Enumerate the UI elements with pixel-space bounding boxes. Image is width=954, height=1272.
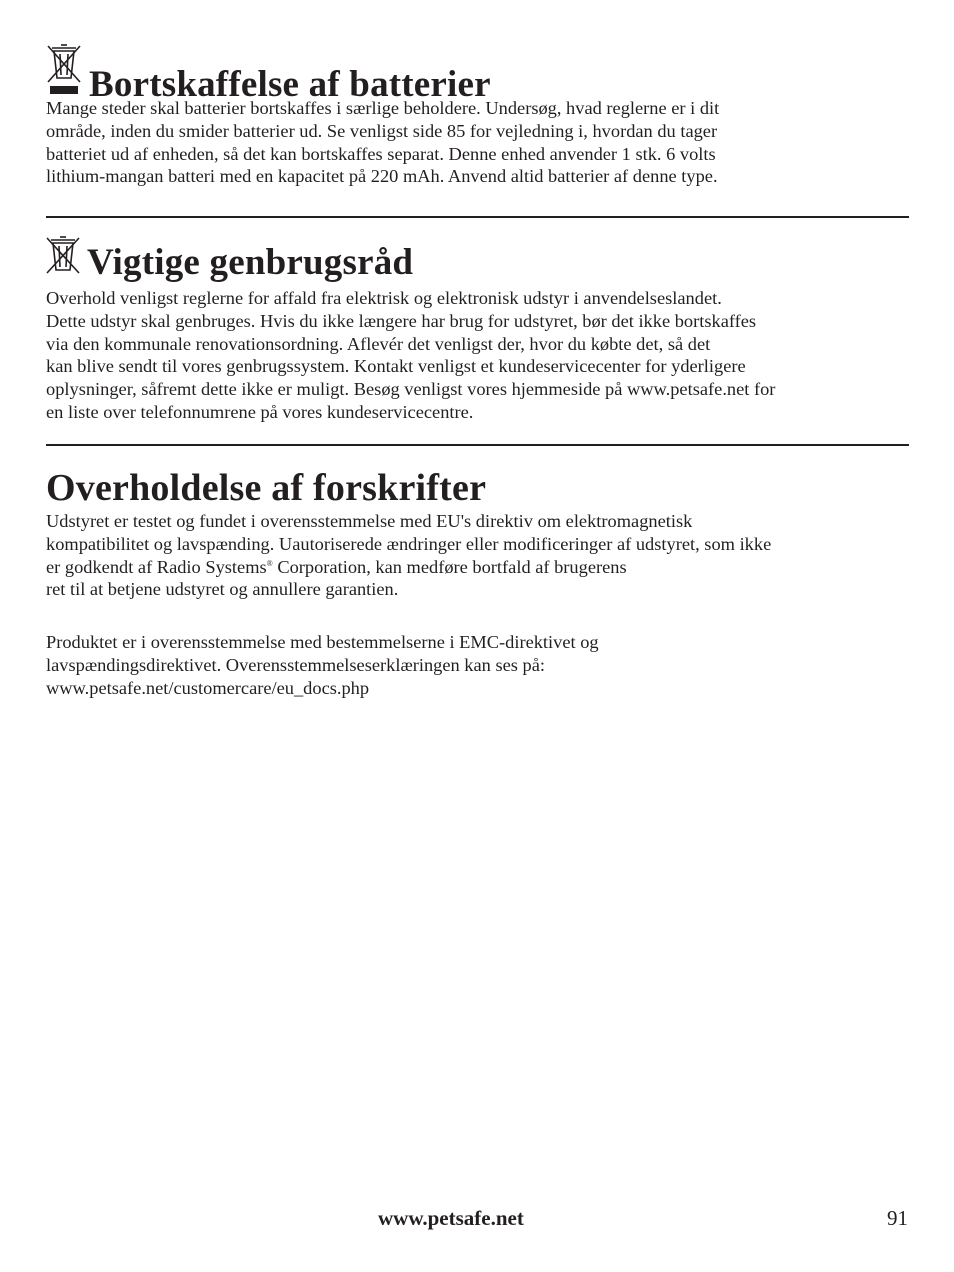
body-line-with-trademark: er godkendt af Radio Systems® Corporation, kan medføre bortfald af brugerens bbox=[46, 556, 627, 577]
section-divider bbox=[46, 216, 909, 218]
section-body: Overhold venligst reglerne for affald fra elektrisk og elektronisk udstyr i anvendelseslandet. Dette udstyr skal genbruges. Hvis du ikke længere har brug for udstyret, bør det ikke bortskaffes via den kommunale renovationsordning. Aflevér det venligst der, hvor du købte det, så det kan blive sendt til vores genbrugssystem. Kontakt venligst et kundeservicecenter for yderligere oplysninger, såfremt dette ikke er muligt. Besøg venligst vores hjemmeside på www.petsafe.net for en liste over telefonnumrene på vores kundeservicecentre. bbox=[46, 288, 776, 422]
crossed-out-bin-icon bbox=[46, 236, 80, 274]
section-title: Vigtige genbrugsråd bbox=[46, 236, 908, 283]
document-page bbox=[46, 0, 908, 1272]
section-compliance bbox=[46, 468, 908, 700]
section-divider bbox=[46, 444, 909, 446]
crossed-out-bin-with-bar-icon bbox=[46, 44, 82, 96]
section-title: Bortskaffelse af batterier bbox=[46, 44, 908, 105]
registered-mark: ® bbox=[266, 558, 273, 568]
section-body: Mange steder skal batterier bortskaffes i særlige beholdere. Undersøg, hvad reglerne er i dit område, inden du smider batterier ud. Se venligst side 85 for vejledning i, hvordan du tager batteriet ud af enheden, så det kan bortskaffes separat. Denne enhed anvender 1 stk. 6 volts lithium-mangan batteri med en kapacitet på 220 mAh. Anvend altid batterier af denne type. bbox=[46, 98, 720, 187]
footer-website-url: www.petsafe.net bbox=[378, 1206, 524, 1230]
section-body-paragraph-2: Produktet er i overensstemmelse med bestemmelserne i EMC-direktivet og lavspændingsdirektivet. Overensstemmelseserklæringen kan ses på: www.petsafe.net/customercare/eu_docs.php bbox=[46, 632, 599, 698]
section-title: Overholdelse af forskrifter bbox=[46, 467, 487, 509]
section-battery-disposal bbox=[46, 44, 908, 188]
section-recycling-advice bbox=[46, 236, 908, 424]
page-number: 91 bbox=[887, 1206, 908, 1230]
section-body: Udstyret er testet og fundet i overensstemmelse med EU's direktiv om elektromagnetisk kompatibilitet og lavspænding. Uautoriserede ændringer eller modificeringer af udstyret, som ikke er godkendt af Radio Systems® Corporation, kan medføre bortfald af brugerens ret til at betjene udstyret og annullere garantien. bbox=[46, 510, 908, 601]
